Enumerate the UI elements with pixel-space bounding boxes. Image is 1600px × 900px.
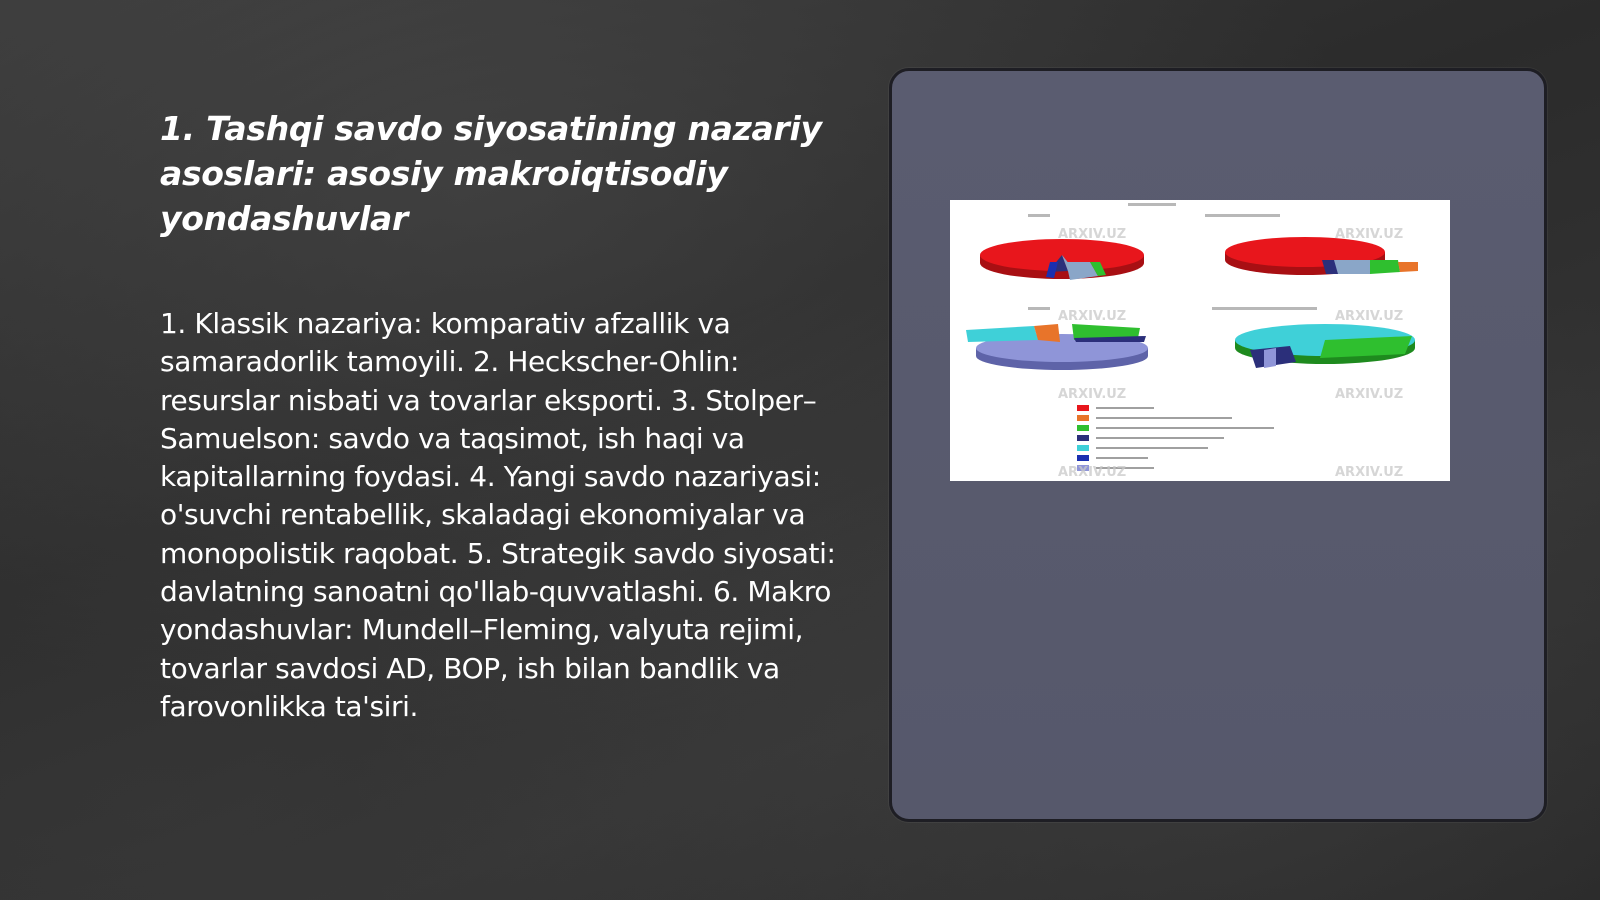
- watermark-text: ARXIV.UZ: [1058, 387, 1127, 402]
- pie-top-right: [1225, 237, 1418, 275]
- chart-title-smudge: [1212, 307, 1317, 310]
- watermark-text: ARXIV.UZ: [1058, 227, 1127, 242]
- pie-bottom-right: [1235, 324, 1415, 368]
- chart-title-smudge: [1128, 203, 1176, 206]
- watermark-text: ARXIV.UZ: [1335, 387, 1404, 402]
- pie-charts-picture: [950, 200, 1450, 481]
- chart-title-smudge: [1028, 214, 1050, 217]
- slide-body-text: 1. Klassik nazariya: komparativ afzallik va samaradorlik tamoyili. 2. Heckscher-Ohlin: resurslar nisbati va tovarlar eksporti. 3. Stolper–Samuelson: savdo va taqsimot, ish haqi va kapitallarning foydasi. 4. Yangi savdo nazariyasi: o'suvchi rentabellik, skaladagi ekonomiyalar va monopolistik raqobat. 5. Strategik savdo siyosati: davlatning sanoatni qo'llab-quvvatlashi. 6. Makro yondashuvlar: Mundell–Fleming, valyuta rejimi, tovarlar savdosi AD, BOP, ish bilan bandlik va farovonlikka ta'siri.: [160, 307, 836, 723]
- slide-title: 1. Tashqi savdo siyosatining nazariy asoslari: asosiy makroiqtisodiy yondashuvlar: [160, 109, 822, 238]
- chart-title-smudge: [1205, 214, 1280, 217]
- watermark-text: ARXIV.UZ: [1335, 309, 1404, 324]
- chart-title-smudge: [1028, 307, 1050, 310]
- watermark-text: ARXIV.UZ: [1058, 309, 1127, 324]
- pie-charts-graphic: [950, 200, 1450, 481]
- watermark-text: ARXIV.UZ: [1335, 227, 1404, 242]
- watermark-text: ARXIV.UZ: [1058, 465, 1127, 480]
- pie-bottom-left: [966, 324, 1148, 370]
- legend: [1077, 405, 1274, 471]
- pie-top-left: [980, 239, 1144, 280]
- watermark-text: ARXIV.UZ: [1335, 465, 1404, 480]
